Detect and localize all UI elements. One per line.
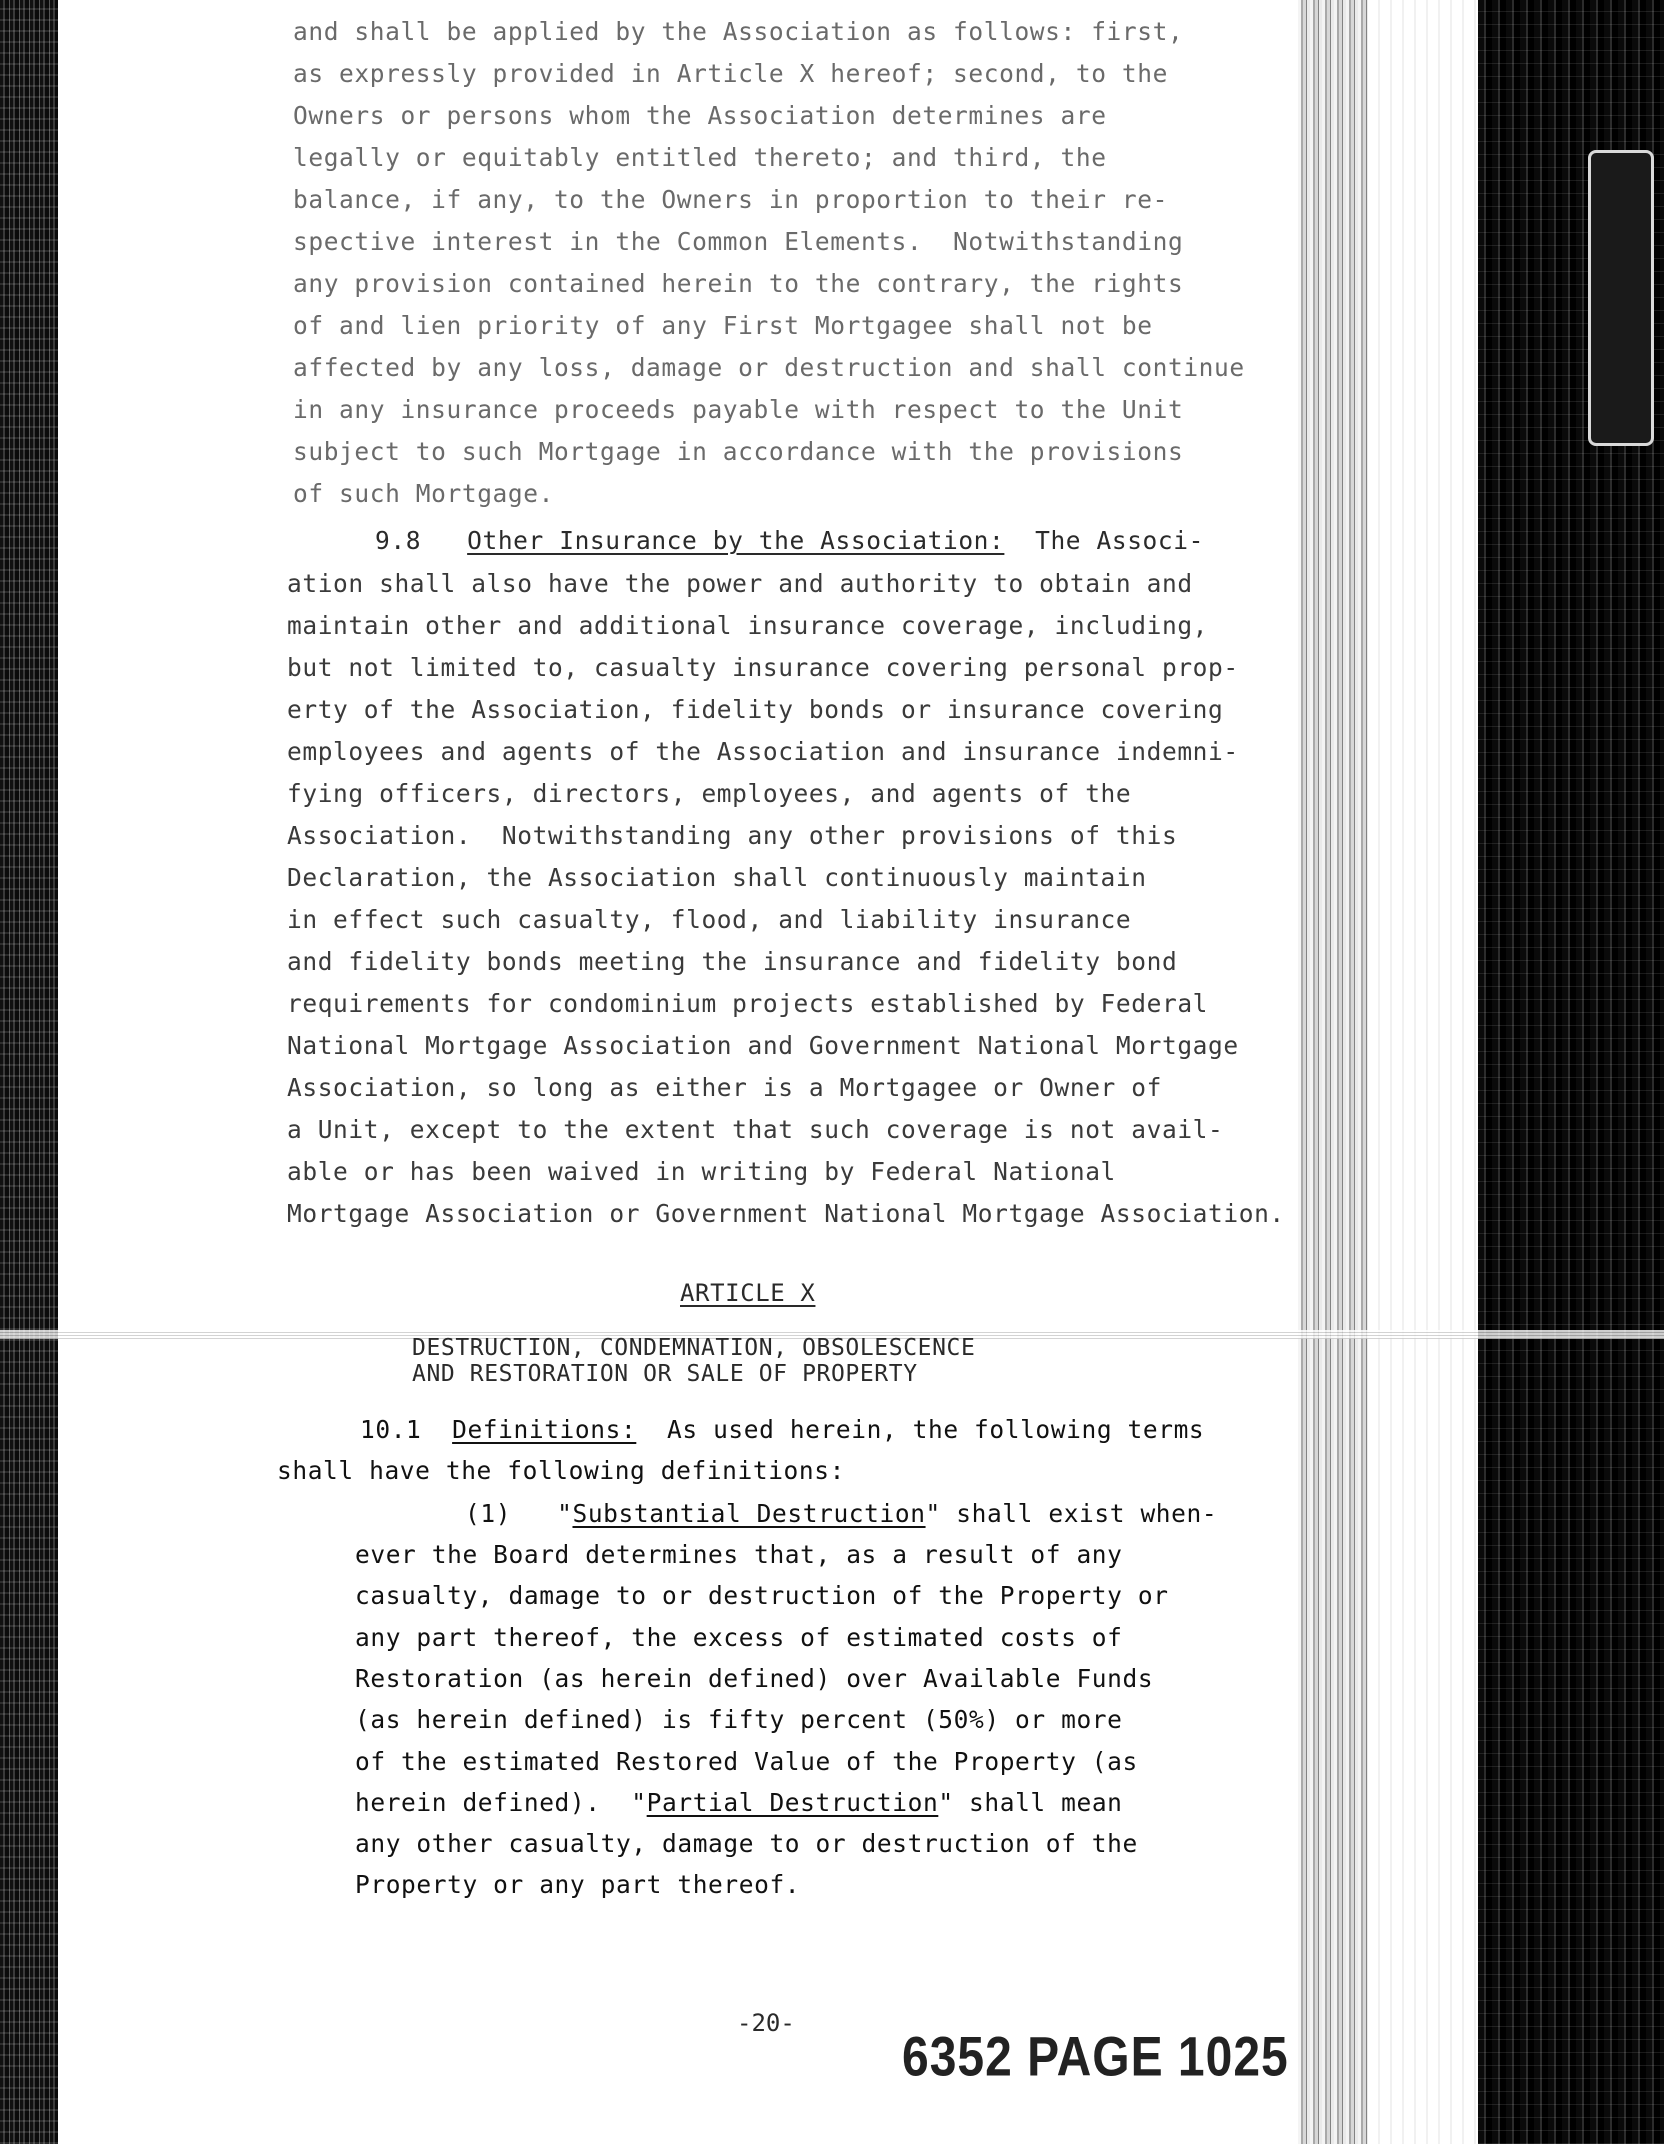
text-line: but not limited to, casualty insurance covering personal prop- — [287, 653, 1239, 682]
quote-mark: " — [557, 1499, 573, 1528]
text-line: balance, if any, to the Owners in proportion to their re- — [293, 185, 1168, 214]
defined-term-2: Partial Destruction — [646, 1788, 939, 1817]
section-heading: Definitions: — [452, 1415, 637, 1444]
text-line: fying officers, directors, employees, and agents of the — [287, 779, 1132, 808]
text-line: (as herein defined) is fifty percent (50%) or more — [355, 1705, 1123, 1735]
recording-stamp: 6352 PAGE 1025 — [902, 2027, 1289, 2088]
text-line: Declaration, the Association shall continuously maintain — [287, 863, 1147, 892]
article-subtitle-line-2: AND RESTORATION OR SALE OF PROPERTY — [412, 1361, 918, 1387]
text-line: and fidelity bonds meeting the insurance and fidelity bond — [287, 947, 1178, 976]
text-line: erty of the Association, fidelity bonds or insurance covering — [287, 695, 1224, 724]
text-line: able or has been waived in writing by Federal National — [287, 1157, 1116, 1186]
text-line: of such Mortgage. — [293, 479, 554, 508]
text-line: legally or equitably entitled thereto; and third, the — [293, 143, 1107, 172]
text-line: affected by any loss, damage or destruction and shall continue — [293, 353, 1245, 382]
section-heading: Other Insurance by the Association: — [467, 526, 1005, 555]
definition-text: herein defined). " — [355, 1788, 647, 1817]
text-line: in any insurance proceeds payable with respect to the Unit — [293, 395, 1184, 424]
item-number: (1) — [465, 1499, 512, 1528]
section-9-8-first-line — [375, 524, 1204, 558]
text-line: of and lien priority of any First Mortgagee shall not be — [293, 311, 1153, 340]
text-line: requirements for condominium projects established by Federal — [287, 989, 1209, 1018]
text-line: Association, so long as either is a Mortgagee or Owner of — [287, 1073, 1162, 1102]
text-line: any part thereof, the excess of estimated costs of — [355, 1622, 1123, 1652]
scan-gutter-shadow — [1298, 0, 1368, 2144]
text-line: Owners or persons whom the Association determines are — [293, 101, 1107, 130]
definition-1-first-line — [465, 1497, 1217, 1531]
text-line: ation shall also have the power and authority to obtain and — [287, 569, 1193, 598]
text-line: spective interest in the Common Elements. Notwithstanding — [293, 227, 1184, 256]
text-line: National Mortgage Association and Government National Mortgage — [287, 1031, 1239, 1060]
text-line: ever the Board determines that, as a result of any — [355, 1540, 1123, 1569]
section-text: The Associ- — [1035, 526, 1204, 555]
defined-term: Substantial Destruction — [572, 1499, 926, 1528]
text-line: of the estimated Restored Value of the Property (as — [355, 1746, 1138, 1776]
text-line: Property or any part thereof. — [355, 1870, 801, 1899]
article-subtitle-line-1: DESTRUCTION, CONDEMNATION, OBSOLESCENCE — [412, 1335, 976, 1361]
section-text: As used herein, the following terms — [667, 1415, 1205, 1444]
text-line: maintain other and additional insurance coverage, including, — [287, 611, 1209, 640]
section-10-1-first-line — [360, 1413, 1204, 1447]
text-line: Mortgage Association or Government National Mortgage Association. — [287, 1199, 1285, 1228]
text-line: and shall be applied by the Association as follows: first, — [293, 17, 1184, 46]
text-line: any other casualty, damage to or destruction of the — [355, 1829, 1138, 1858]
text-line: as expressly provided in Article X hereof; second, to the — [293, 59, 1168, 88]
article-title — [680, 1279, 815, 1307]
text-line: in effect such casualty, flood, and liability insurance — [287, 905, 1132, 934]
text-line: any provision contained herein to the contrary, the rights — [293, 269, 1184, 298]
text-line: Association. Notwithstanding any other provisions of this — [287, 821, 1178, 850]
text-line: Restoration (as herein defined) over Available Funds — [355, 1663, 1154, 1693]
text-line: subject to such Mortgage in accordance with the provisions — [293, 437, 1184, 466]
text-line: a Unit, except to the extent that such coverage is not avail- — [287, 1115, 1224, 1144]
text-line: employees and agents of the Association and insurance indemni- — [287, 737, 1239, 766]
text-line: casualty, damage to or destruction of the Property or — [355, 1581, 1169, 1611]
section-number: 10.1 — [360, 1415, 422, 1444]
definition-1-line-8 — [355, 1786, 1123, 1820]
scan-border-left — [0, 0, 58, 2144]
section-10-1-second-line: shall have the following definitions: — [277, 1456, 845, 1485]
definition-text: " shall exist when- — [925, 1499, 1218, 1528]
scan-gutter-margin — [1368, 0, 1478, 2144]
article-title-text: ARTICLE X — [680, 1279, 816, 1307]
definition-text: " shall mean — [938, 1788, 1123, 1817]
section-number: 9.8 — [375, 526, 422, 555]
page-number: -20- — [737, 2009, 795, 2037]
binder-clip-image — [1588, 150, 1654, 446]
